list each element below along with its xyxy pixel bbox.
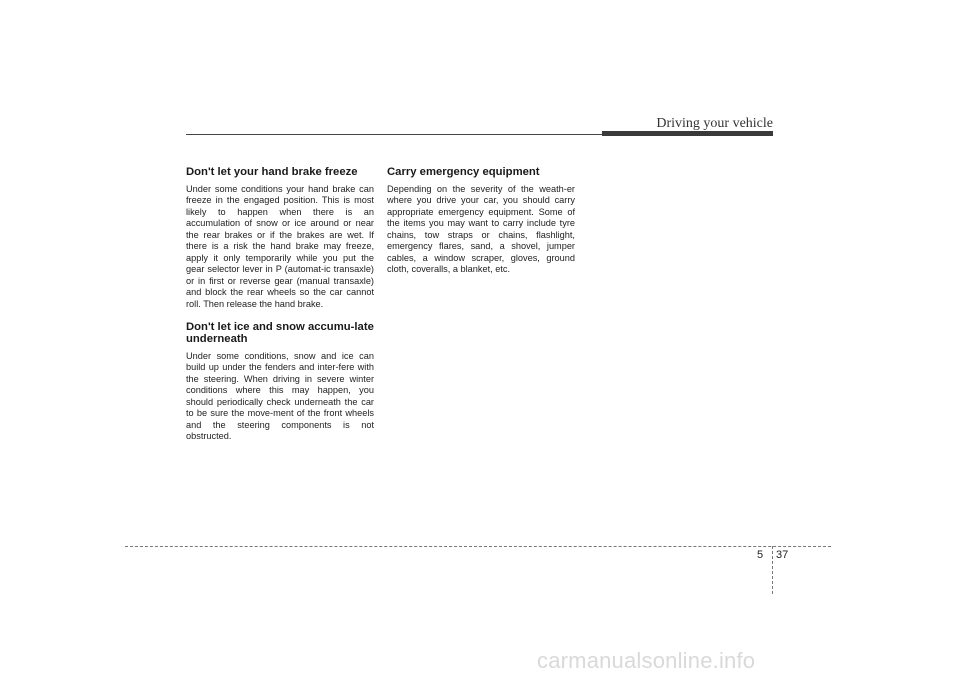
header-rule-thick (602, 131, 773, 136)
section-heading-ice-snow: Don't let ice and snow accumu-late underneath (186, 320, 374, 346)
section-body-ice-snow: Under some conditions, snow and ice can build up under the fenders and inter-fere with the steering. When driving in severe winter conditions where this may happen, you should periodically check underneath the car to be sure the move-ment of the front wheels and the steering components is not obstructed. (186, 350, 374, 442)
section-heading-emergency-equipment: Carry emergency equipment (387, 166, 540, 178)
footer-dashed-rule (125, 546, 831, 547)
footer-vertical-divider (772, 546, 773, 594)
left-column (186, 166, 374, 443)
watermark-text: carmanualsonline.info (537, 648, 756, 673)
section-body-hand-brake: Under some conditions your hand brake can freeze in the engaged position. This is most likely to happen when there is an accumulation of snow or ice around or near the rear brakes or if the brakes are wet. If there is a risk the hand brake may freeze, apply it only temporarily while you put the gear selector lever in P (automat-ic transaxle) or in first or reverse gear (manual transaxle) and block the rear wheels so the car cannot roll. Then release the hand brake. (186, 183, 374, 309)
page-header-title: Driving your vehicle (656, 116, 773, 131)
header-rule-thin (186, 134, 602, 135)
right-column (387, 166, 575, 276)
footer-page-number: 37 (776, 549, 789, 561)
section-body-emergency-equipment: Depending on the severity of the weath-er where you drive your car, you should carry appropriate emergency equipment. Some of the items you may want to carry include tyre chains, tow straps or chains, flashlight, emergency flares, sand, a shovel, jumper cables, a window scraper, gloves, ground cloth, coveralls, a blanket, etc. (387, 183, 575, 275)
footer-chapter-number: 5 (757, 549, 764, 561)
section-heading-hand-brake: Don't let your hand brake freeze (186, 166, 358, 178)
